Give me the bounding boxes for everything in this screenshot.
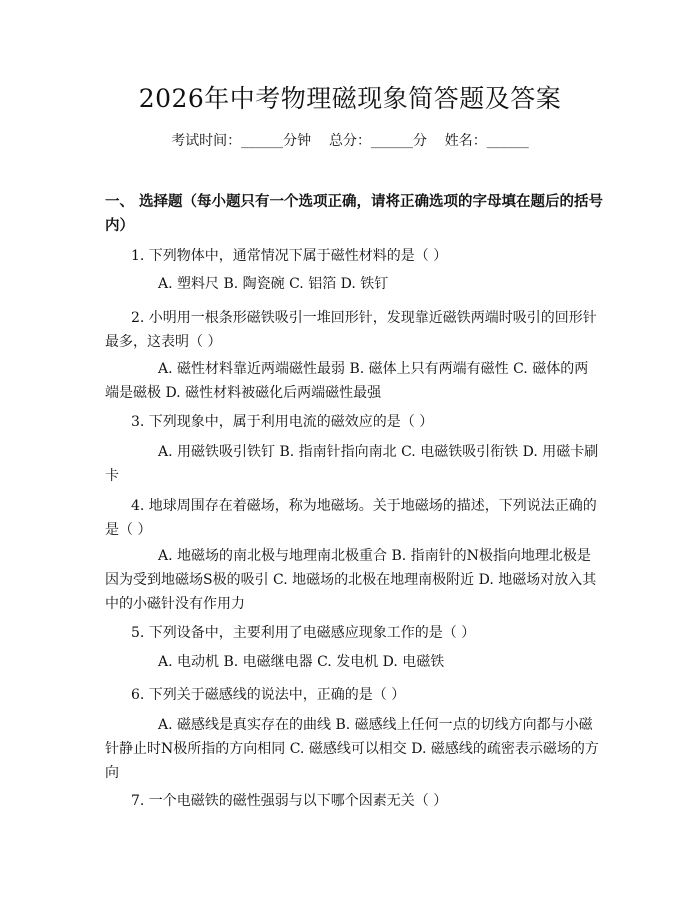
question-5-options: A. 电动机 B. 电磁继电器 C. 发电机 D. 电磁铁 (158, 654, 445, 670)
question-4-options: A. 地磁场的南北极与地理南北极重合 B. 指南针的N极指向地理北极是因为受到地磁场S极的吸引 C. 地磁场的北极在地理南极附近 D. 地磁场对放入其中的小磁针没有作用力 (105, 548, 597, 612)
question-2: 2. 小明用一根条形磁铁吸引一堆回形针，发现靠近磁铁两端时吸引的回形针最多，这表明（ ） (105, 310, 597, 350)
exam-info-line: 考试时间：______分钟 总分：______分 姓名：______ (171, 133, 529, 149)
question-2-options: A. 磁性材料靠近两端磁性最弱 B. 磁体上只有两端有磁性 C. 磁体的两端是磁极 D. 磁性材料被磁化后两端磁性最强 (105, 361, 589, 401)
page-title: 2026年中考物理磁现象简答题及答案 (138, 84, 562, 113)
question-1: 1. 下列物体中，通常情况下属于磁性材料的是（ ） (131, 248, 448, 264)
question-7: 7. 一个电磁铁的磁性强弱与以下哪个因素无关（ ） (131, 793, 448, 809)
question-4: 4. 地球周围存在着磁场，称为地磁场。关于地磁场的描述，下列说法正确的是（ ） (105, 498, 597, 538)
question-3: 3. 下列现象中，属于利用电流的磁效应的是（ ） (131, 414, 434, 430)
question-1-options: A. 塑料尺 B. 陶瓷碗 C. 铝箔 D. 铁钉 (158, 276, 389, 292)
question-6-options: A. 磁感线是真实存在的曲线 B. 磁感线上任何一点的切线方向都与小磁针静止时N极所指的方向相同 C. 磁感线可以相交 D. 磁感线的疏密表示磁场的方向 (105, 717, 599, 781)
question-5: 5. 下列设备中，主要利用了电磁感应现象工作的是（ ） (131, 625, 476, 641)
question-6: 6. 下列关于磁感线的说法中，正确的是（ ） (131, 687, 406, 703)
section-heading: 一、 选择题（每小题只有一个选项正确，请将正确选项的字母填在题后的括号内） (105, 193, 604, 234)
question-3-options: A. 用磁铁吸引铁钉 B. 指南针指向南北 C. 电磁铁吸引衔铁 D. 用磁卡刷卡 (105, 444, 599, 484)
